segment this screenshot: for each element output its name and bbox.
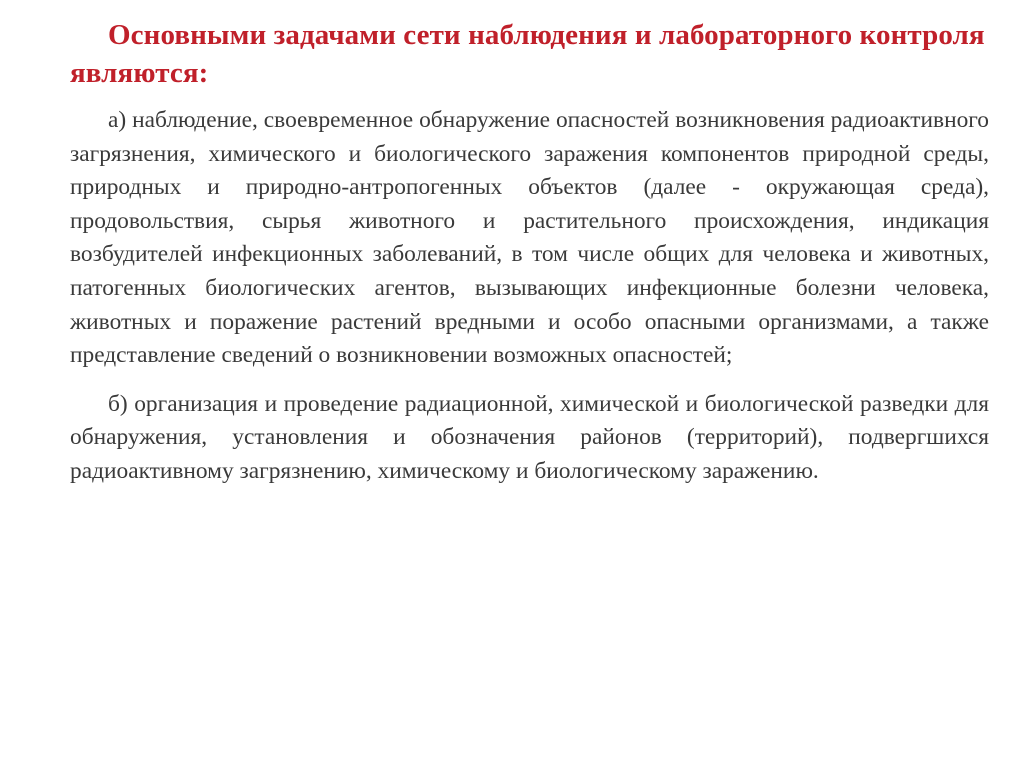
slide-title: Основными задачами сети наблюдения и лабораторного контроля являются: [70,19,985,89]
paragraph-a: а) наблюдение, своевременное обнаружение опасностей возникновения радиоактивного загрязнения, химического и биологического заражения компонентов природной среды, природных и природно-антропогенных объектов (далее - окружающая среда), продовольствия, сырья животного и растительного происхождения, индикация возбудителей инфекционных заболеваний, в том числе общих для человека и животных, патогенных биологических агентов, вызывающих инфекционные болезни человека, животных и поражение растений вредными и особо опасными организмами, а также представление сведений о возникновении возможных опасностей; [70,107,989,369]
paragraph-b: б) организация и проведение радиационной, химической и биологической разведки для обнаружения, установления и обозначения районов (территорий), подвергшихся радиоактивному загрязнению, химическому и биологическому заражению. [70,390,989,484]
slide-content [70,16,989,489]
